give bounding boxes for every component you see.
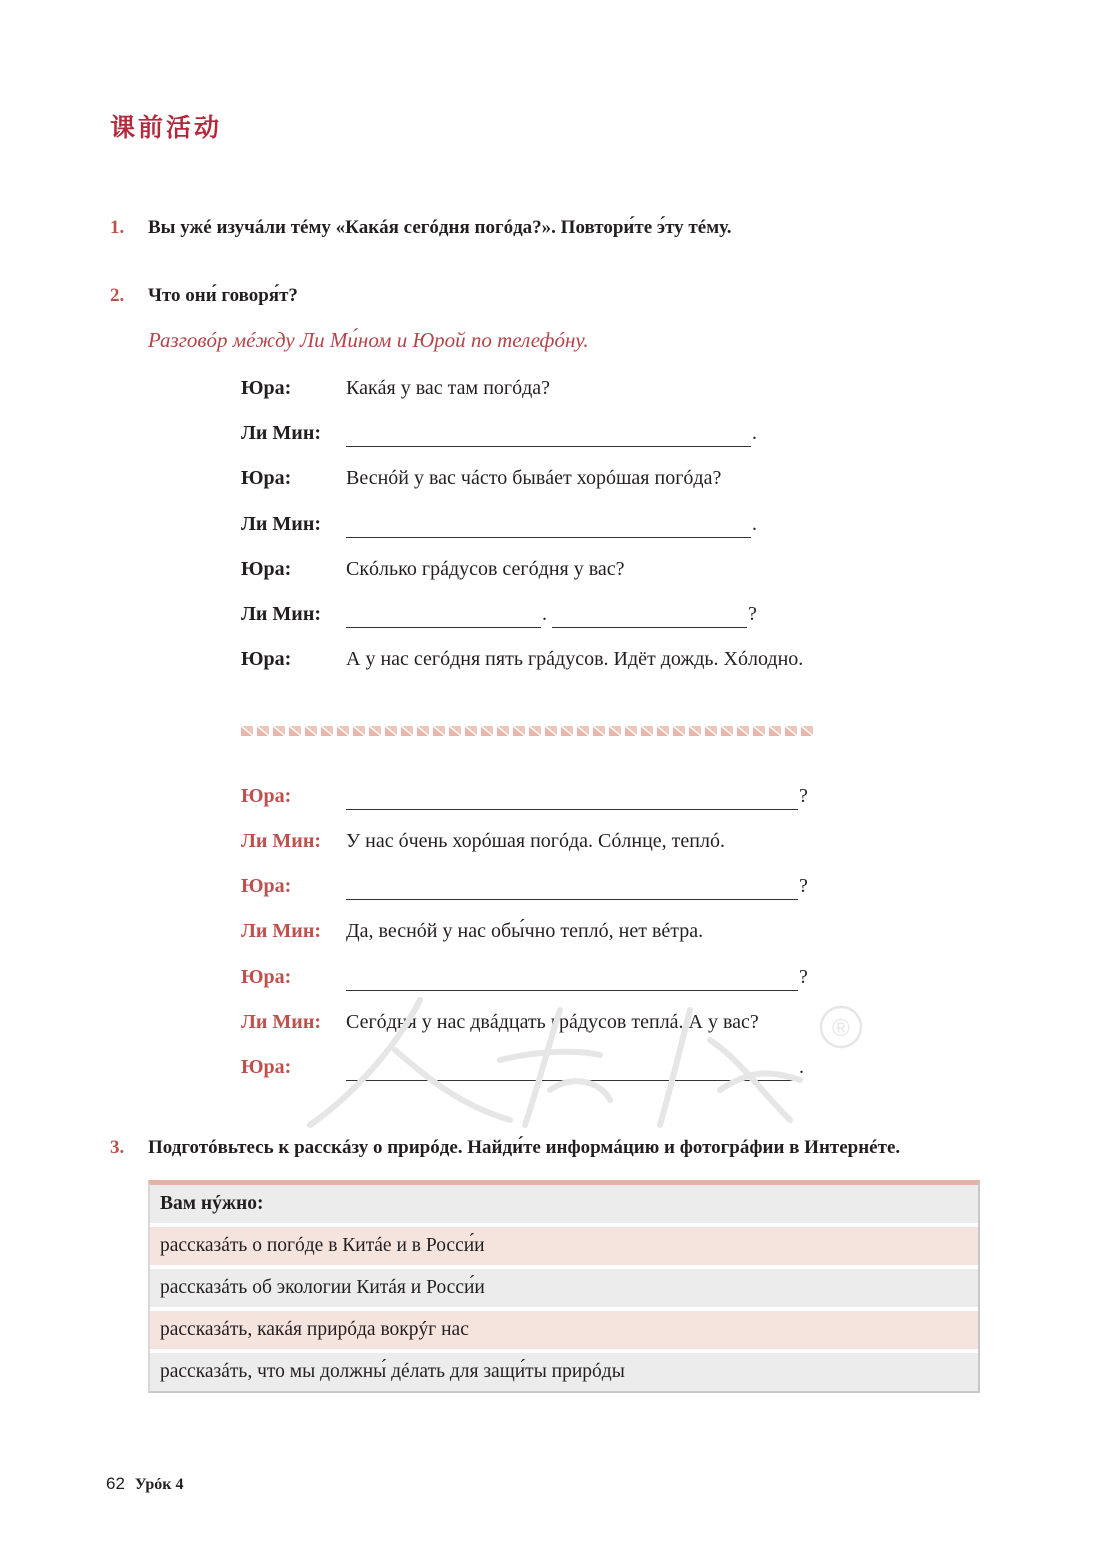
table-row: рассказáть об экологии Китáя и Росси́и <box>150 1269 978 1307</box>
divider-triangle-icon <box>321 726 333 736</box>
dialogue-line <box>241 555 625 581</box>
dialogue-line: Юра: ? <box>241 872 808 898</box>
dialogue-subtitle: Разговóр мéжду Ли Ми́ном и Юрой по телефóну. <box>148 328 589 352</box>
divider-triangle-icon <box>769 726 781 736</box>
page-footer <box>106 1474 183 1494</box>
table-row: рассказáть, какáя прирóда вокрýг нас <box>150 1311 978 1349</box>
divider-triangle-icon <box>241 726 253 736</box>
speaker-label: Юра: <box>241 467 292 489</box>
dialogue-line: Ли Мин: . ? <box>241 600 757 626</box>
dialogue-line: Ли Мин: . <box>241 419 757 445</box>
table-row: рассказáть о погóде в Китáе и в Росси́и <box>150 1227 978 1265</box>
task-number: 3. <box>110 1137 125 1158</box>
divider-triangle-icon <box>257 726 269 736</box>
divider-triangle-icon <box>705 726 717 736</box>
divider-triangle-icon <box>625 726 637 736</box>
divider-triangle-icon <box>513 726 525 736</box>
divider-triangle-icon <box>497 726 509 736</box>
task-text: Подготóвьтесь к расскáзу о прирóде. Найди́те информáцию и фотогрáфии в Интернéте. <box>148 1137 901 1158</box>
answer-blank[interactable] <box>346 970 798 991</box>
answer-blank[interactable] <box>346 879 798 900</box>
task-text: Что они́ говоря́т? <box>148 285 298 306</box>
divider-triangle-icon <box>545 726 557 736</box>
dialogue-line <box>241 374 550 400</box>
divider-triangle-icon <box>609 726 621 736</box>
task-text: Вы ужé изучáли тéму «Какáя сегóдня погóда?». Повтори́те э́ту тéму. <box>148 217 732 238</box>
page-number: 62 <box>106 1474 125 1493</box>
section-title: 课前活动 <box>110 113 223 142</box>
divider-triangle-icon <box>657 726 669 736</box>
divider-triangle-icon <box>753 726 765 736</box>
answer-blank-1[interactable] <box>346 607 541 628</box>
speaker-label: Ли Мин: <box>241 920 322 942</box>
divider-triangle-icon <box>385 726 397 736</box>
divider-triangle-icon <box>801 726 813 736</box>
divider-triangle-icon <box>529 726 541 736</box>
speaker-label: Юра: <box>241 1056 292 1078</box>
divider-triangle-icon <box>273 726 285 736</box>
svg-text:®: ® <box>832 1015 850 1042</box>
divider-triangle-icon <box>577 726 589 736</box>
dialogue-line: Юра: . <box>241 1053 804 1079</box>
task-number: 1. <box>110 217 125 238</box>
divider-triangle-icon <box>433 726 445 736</box>
divider-triangle-icon <box>353 726 365 736</box>
speaker-label: Юра: <box>241 875 292 897</box>
divider-triangle-icon <box>305 726 317 736</box>
speaker-label: Юра: <box>241 558 292 580</box>
utterance: Да, веснóй у нас обы́чно теплó, нет вéтра. <box>346 920 704 942</box>
dialogue-line: Ли Мин: . <box>241 510 757 536</box>
divider-triangle-icon <box>449 726 461 736</box>
divider-triangle-icon <box>673 726 685 736</box>
divider-triangle-icon <box>337 726 349 736</box>
speaker-label: Юра: <box>241 648 292 670</box>
answer-blank[interactable] <box>346 1060 798 1081</box>
speaker-label: Юра: <box>241 377 292 399</box>
answer-blank-2[interactable] <box>552 607 747 628</box>
dialogue-line <box>241 1008 759 1034</box>
speaker-label: Ли Мин: <box>241 513 322 535</box>
speaker-label: Юра: <box>241 966 292 988</box>
dialogue-line <box>241 917 703 943</box>
utterance: А у нас сегóдня пять грáдусов. Идёт дождь. Хóлодно. <box>346 648 804 670</box>
answer-blank[interactable] <box>346 426 751 447</box>
divider-triangle-icon <box>641 726 653 736</box>
speaker-label: Ли Мин: <box>241 830 322 852</box>
task-1 <box>110 217 732 239</box>
divider-triangle-icon <box>417 726 429 736</box>
task-number: 2. <box>110 285 125 306</box>
requirements-table <box>148 1180 980 1393</box>
lesson-label: Урóк 4 <box>134 1476 184 1493</box>
divider-triangle-icon <box>689 726 701 736</box>
speaker-label: Ли Мин: <box>241 1011 322 1033</box>
dialogue-line <box>241 464 721 490</box>
divider-triangle-icon <box>561 726 573 736</box>
dialogue-line <box>241 645 803 671</box>
dialogue-line <box>241 827 725 853</box>
utterance: У нас óчень хорóшая погóда. Сóлнце, теплó. <box>346 830 725 852</box>
utterance: Сегóдня у нас двáдцать грáдусов теплá. А у вас? <box>346 1011 759 1033</box>
divider-triangle-icon <box>785 726 797 736</box>
utterance: Веснóй у вас чáсто бывáет хорóшая погóда? <box>346 467 722 489</box>
speaker-label: Ли Мин: <box>241 422 322 444</box>
answer-blank[interactable] <box>346 517 751 538</box>
table-header: Вам нýжно: <box>150 1185 978 1223</box>
divider-triangle-icon <box>369 726 381 736</box>
speaker-label: Юра: <box>241 785 292 807</box>
divider-triangle-icon <box>737 726 749 736</box>
table-row: рассказáть, что мы должны́ дéлать для защи́ты прирóды <box>150 1353 978 1391</box>
divider-triangle-icon <box>721 726 733 736</box>
divider-triangle-icon <box>289 726 301 736</box>
dialogue-line: Юра: ? <box>241 782 808 808</box>
divider-triangle-icon <box>593 726 605 736</box>
speaker-label: Ли Мин: <box>241 603 322 625</box>
decorative-divider <box>241 726 819 736</box>
divider-triangle-icon <box>401 726 413 736</box>
divider-triangle-icon <box>481 726 493 736</box>
task-3 <box>110 1137 900 1159</box>
divider-triangle-icon <box>465 726 477 736</box>
answer-blank[interactable] <box>346 789 798 810</box>
utterance: Какáя у вас там погóда? <box>346 377 551 399</box>
utterance: Скóлько грáдусов сегóдня у вас? <box>346 558 625 580</box>
task-2 <box>110 285 298 307</box>
dialogue-line: Юра: ? <box>241 963 808 989</box>
